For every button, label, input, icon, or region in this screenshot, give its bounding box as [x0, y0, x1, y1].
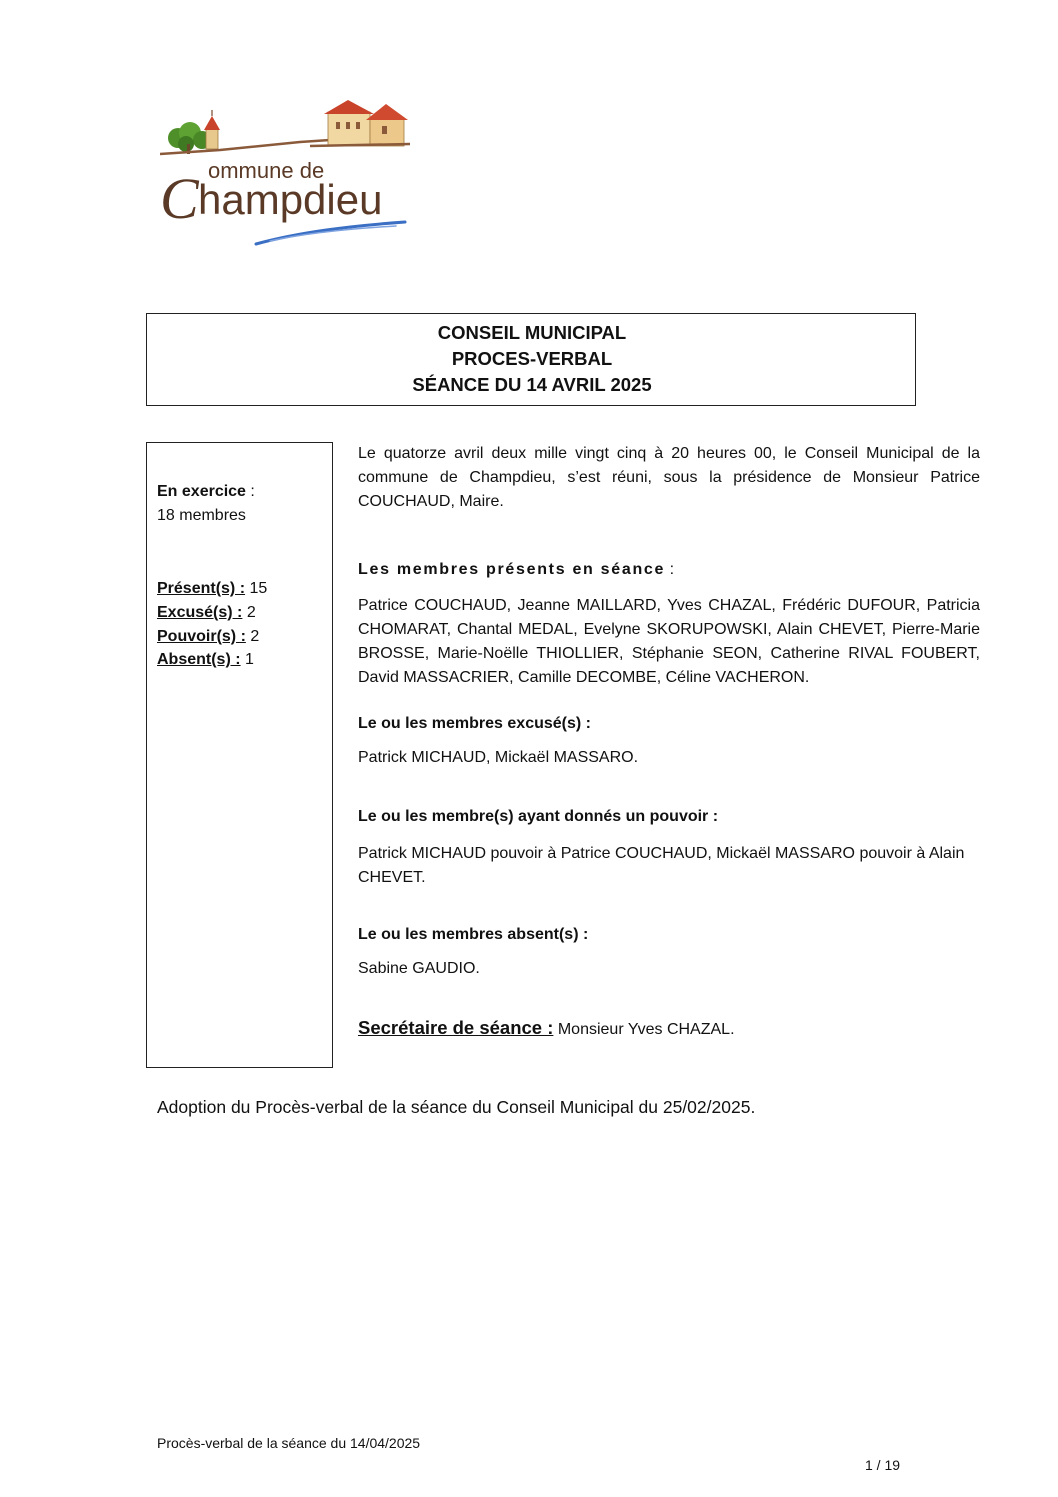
title-line-3: SÉANCE DU 14 AVRIL 2025 [412, 374, 652, 395]
excuses-list: Patrick MICHAUD, Mickaël MASSARO. [358, 749, 639, 766]
present-label: Présent(s) : [157, 580, 246, 597]
logo-line2: hampdieu [198, 176, 383, 223]
absent-value: 1 [240, 651, 254, 668]
commune-logo [160, 96, 420, 250]
logo-line1: ommune de [208, 158, 325, 183]
presents-heading [358, 561, 980, 579]
exercice-sep: : [245, 483, 255, 500]
presents-list: Patrice COUCHAUD, Jeanne MAILLARD, Yves CHAZAL, Frédéric DUFOUR, Patricia CHOMARAT, Chantal MEDAL, Evelyne SKORUPOWSKI, Alain CHEVET, Pierre-Marie BROSSE, Marie-Noëlle THIOLLIER, Stéphanie SEON, Catherine RIVAL FOUBERT, David MASSACRIER, Camille DECOMBE, Céline VACHERON. [358, 597, 980, 686]
tree-icon [168, 122, 211, 154]
title-box [146, 313, 916, 406]
exercice-label: En exercice [157, 483, 246, 500]
pouvoir-row [157, 628, 259, 646]
pouvoir-value: 2 [245, 628, 260, 645]
title-line-2: PROCES-VERBAL [451, 348, 613, 369]
title-line-1: CONSEIL MUNICIPAL [437, 322, 627, 343]
pouvoirs-list: Patrick MICHAUD pouvoir à Patrice COUCHAUD, Mickaël MASSARO pouvoir à Alain CHEVET. [358, 845, 965, 886]
membership-summary [146, 442, 333, 1068]
presents-heading-label: Les membres présents en séance [358, 561, 666, 578]
exercice-value: 18 membres [157, 507, 246, 524]
excuses-heading: Le ou les membres excusé(s) : [358, 715, 591, 732]
absent-label: Absent(s) : [157, 651, 241, 668]
excuse-value: 2 [242, 604, 256, 621]
pouvoirs-heading: Le ou les membre(s) ayant donnés un pouvoir : [358, 808, 719, 825]
present-value: 15 [245, 580, 268, 597]
presents-heading-sep: : [665, 561, 675, 578]
secretaire-label: Secrétaire de séance : [358, 1017, 554, 1038]
excuse-row [157, 604, 256, 622]
intro-paragraph: Le quatorze avril deux mille vingt cinq à 20 heures 00, le Conseil Municipal de la commune de Champdieu, s’est réuni, sous la présidence de Monsieur Patrice COUCHAUD, Maire. [358, 445, 980, 510]
excuse-label: Excusé(s) : [157, 604, 243, 621]
church-icon [204, 110, 220, 149]
river-swoosh [256, 222, 405, 244]
absent-row [157, 651, 254, 669]
logo-initial: C [160, 166, 199, 231]
page-number: 1 / 19 [865, 1457, 901, 1473]
absents-list: Sabine GAUDIO. [358, 960, 480, 977]
adoption-line: Adoption du Procès-verbal de la séance du Conseil Municipal du 25/02/2025. [157, 1097, 756, 1117]
footer-text: Procès-verbal de la séance du 14/04/2025 [157, 1435, 421, 1451]
secretaire-row [358, 1017, 980, 1039]
absents-heading: Le ou les membres absent(s) : [358, 926, 589, 943]
pouvoir-label: Pouvoir(s) : [157, 628, 246, 645]
present-row [157, 580, 267, 598]
secretaire-value: Monsieur Yves CHAZAL. [553, 1021, 735, 1038]
exercice-row [157, 483, 255, 501]
